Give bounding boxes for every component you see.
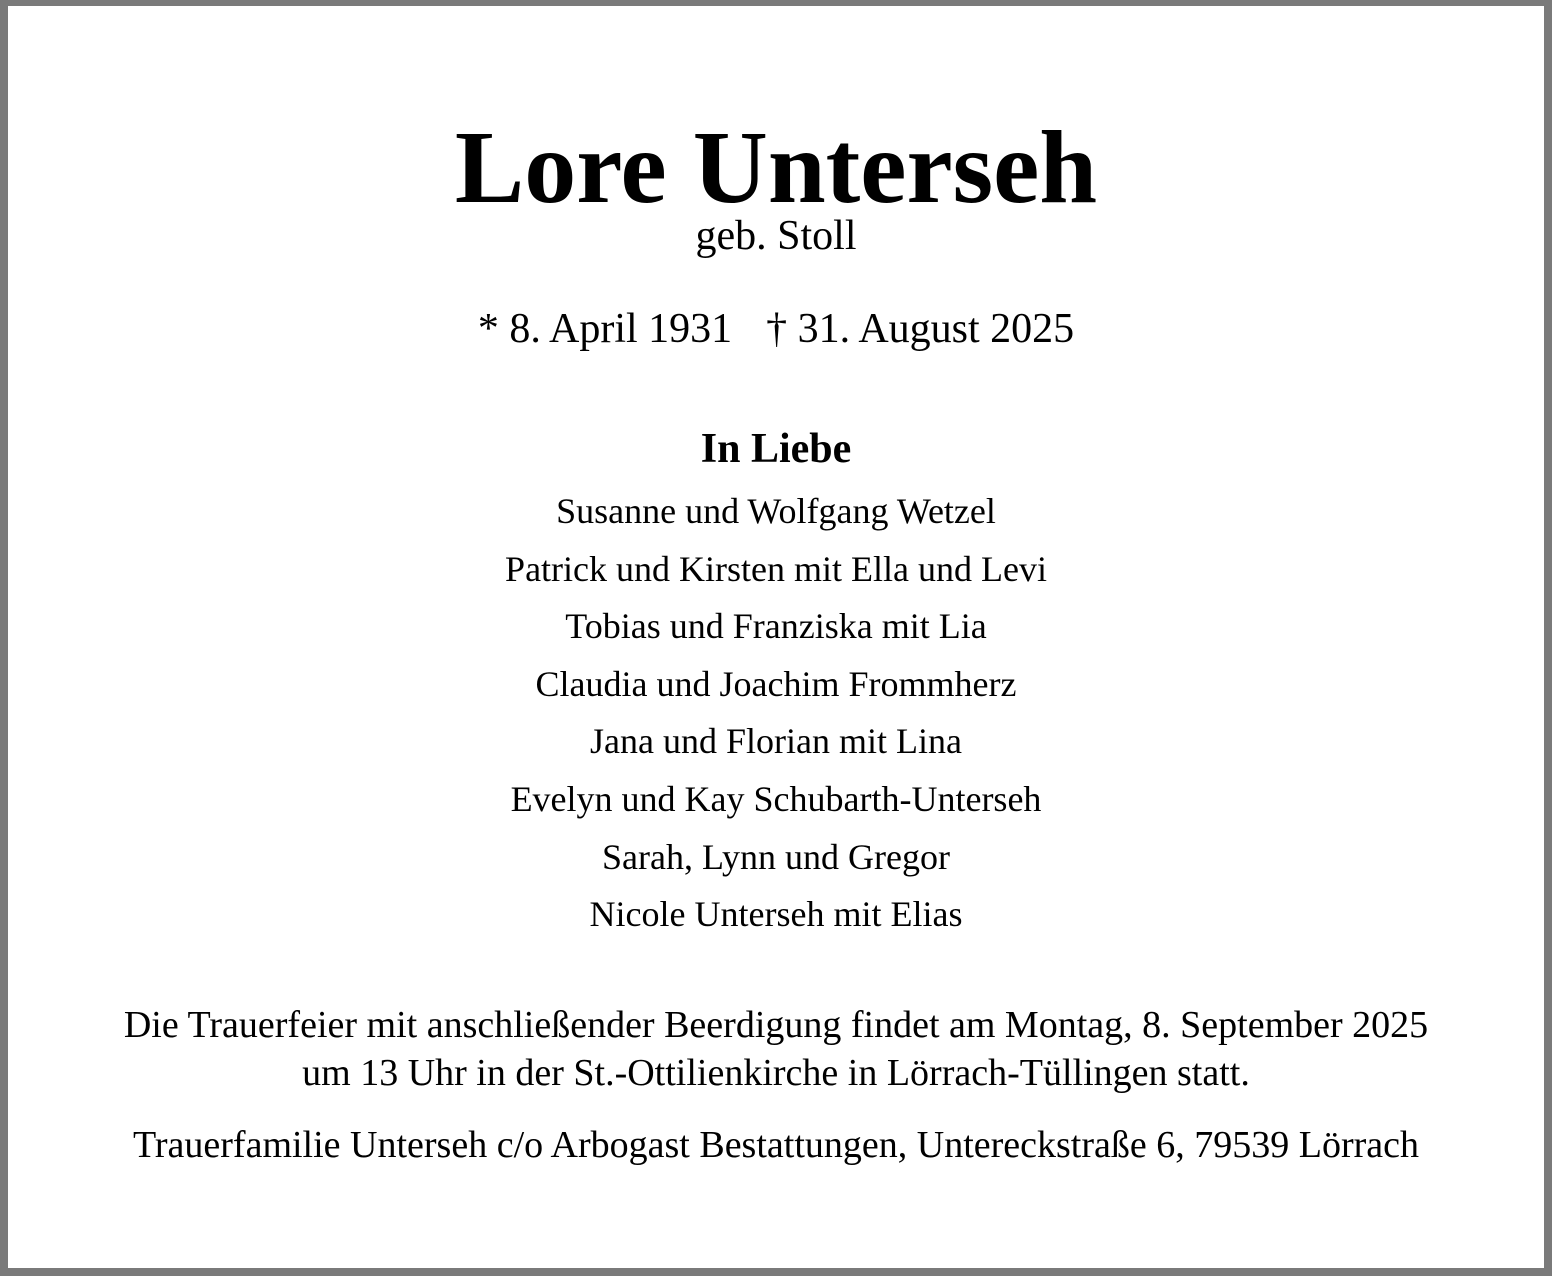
mourner-entry: Tobias und Franziska mit Lia <box>565 606 987 647</box>
funeral-notice <box>0 1001 1552 1097</box>
mourner-entry: Jana und Florian mit Lina <box>590 721 962 762</box>
death-date: † 31. August 2025 <box>766 306 1075 352</box>
funeral-notice-line-1: Die Trauerfeier mit anschließender Beerdigung findet am Montag, 8. September 2025 <box>123 1004 1429 1046</box>
mourner-entry: Susanne und Wolfgang Wetzel <box>556 491 996 531</box>
birth-date: * 8. April 1931 <box>477 306 733 352</box>
life-dates <box>0 305 1552 353</box>
maiden-name: geb. Stoll <box>695 213 857 259</box>
mourner-entry: Sarah, Lynn und Gregor <box>602 836 950 877</box>
mourner-entry: Nicole Unterseh mit Elias <box>589 894 963 935</box>
mourners-heading: In Liebe <box>700 426 852 472</box>
contact-address: Trauerfamilie Unterseh c/o Arbogast Bestattungen, Untereckstraße 6, 79539 Lörrach <box>133 1124 1419 1166</box>
mourner-entry: Patrick und Kirsten mit Ella und Levi <box>505 548 1047 589</box>
mourner-entry: Claudia und Joachim Frommherz <box>535 663 1017 704</box>
deceased-name: Lore Unterseh <box>454 110 1098 225</box>
funeral-notice-line-2: um 13 Uhr in der St.-Ottilienkirche in Lörrach-Tüllingen statt. <box>302 1052 1250 1094</box>
mourner-entry: Evelyn und Kay Schubarth-Unterseh <box>510 778 1042 819</box>
mourners-list <box>0 489 1552 950</box>
